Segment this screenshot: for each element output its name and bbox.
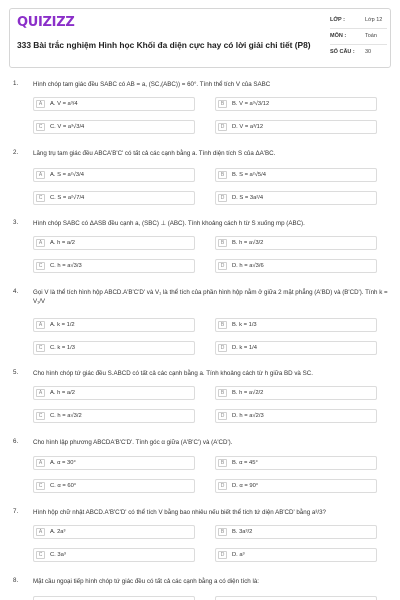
question-number: 6. [13,438,19,445]
option-letter: A [36,459,45,467]
question-number: 2. [13,149,19,156]
question-number: 4. [13,288,19,295]
option-a[interactable] [33,318,195,332]
option-letter: A [36,100,45,108]
option-d[interactable] [215,191,377,205]
option-text: B. S = a²√5/4 [232,172,266,178]
option-d[interactable] [215,259,377,273]
option-text: D. h = a√3/6 [232,263,264,269]
option-text: D. S = 3a²/4 [232,195,264,201]
option-letter: C [36,194,45,202]
question-number: 1. [13,80,19,87]
option-text: B. α = 45° [232,460,258,466]
option-letter: A [36,389,45,397]
option-c[interactable] [33,409,195,423]
meta-divider [330,28,387,29]
option-letter: D [218,123,227,131]
option-letter: B [218,459,227,467]
option-a[interactable] [33,525,195,539]
option-c[interactable] [33,479,195,493]
option-b[interactable] [215,318,377,332]
question-text: Hình chóp SABC có ΔASB đều cạnh a, (SBC) ⊥ (ABC). Tính khoảng cách h từ S xuống mp (ABC). [33,220,305,227]
option-text: B. h = a√2/2 [232,390,264,396]
option-c[interactable] [33,341,195,355]
option-d[interactable] [215,341,377,355]
question-text: Mặt cầu ngoại tiếp hình chóp tứ giác đều có tất cả các cạnh bằng a có diện tích là: [33,578,260,585]
option-d[interactable] [215,479,377,493]
option-letter: C [36,482,45,490]
option-text: A. k = 1/2 [50,322,75,328]
option-text: C. h = a√3/2 [50,413,82,419]
option-letter: D [218,551,227,559]
option-letter: B [218,321,227,329]
option-c[interactable] [33,259,195,273]
meta-label-count: SỐ CÂU : [330,49,355,55]
option-b[interactable] [215,386,377,400]
question-number: 3. [13,219,19,226]
option-letter: B [218,528,227,536]
document-header [9,8,391,68]
option-b[interactable] [215,596,377,600]
option-letter: B [218,100,227,108]
option-b[interactable] [215,456,377,470]
option-letter: A [36,239,45,247]
option-b[interactable] [215,236,377,250]
option-c[interactable] [33,548,195,562]
option-letter: C [36,262,45,270]
option-text: C. α = 60° [50,483,77,489]
option-text: A. 2a³ [50,529,66,535]
option-a[interactable] [33,386,195,400]
option-letter: B [218,389,227,397]
option-text: C. S = a²√7/4 [50,195,85,201]
question-text: Cho hình chóp tứ giác đều S.ABCD có tất cả các cạnh bằng a. Tính khoảng cách từ h giữa BD và SC. [33,370,313,377]
option-a[interactable] [33,596,195,600]
option-letter: B [218,171,227,179]
option-text: D. a³ [232,552,245,558]
option-letter: A [36,321,45,329]
option-text: A. h = a/2 [50,390,75,396]
option-b[interactable] [215,525,377,539]
option-letter: D [218,412,227,420]
meta-label-class: LỚP : [330,17,345,23]
meta-label-subject: MÔN : [330,33,347,39]
option-a[interactable] [33,236,195,250]
option-text: B. 3a³/2 [232,529,253,535]
option-text: A. V = a³/4 [50,101,78,107]
option-letter: C [36,123,45,131]
option-letter: C [36,412,45,420]
meta-value-subject: Toán [365,33,377,39]
option-letter: A [36,528,45,536]
question-text: Hình chóp tam giác đều SABC có AB = a, (SC,(ABC)) = 60°. Tính thể tích V của SABC [33,81,271,88]
option-text: D. k = 1/4 [232,345,257,351]
option-text: A. α = 30° [50,460,76,466]
option-text: C. 3a³ [50,552,66,558]
option-d[interactable] [215,409,377,423]
option-text: D. h = a√2/3 [232,413,264,419]
option-c[interactable] [33,191,195,205]
option-a[interactable] [33,97,195,111]
option-letter: C [36,344,45,352]
meta-value-class: Lớp 12 [365,17,383,23]
question-number: 7. [13,508,19,515]
option-text: C. k = 1/3 [50,345,75,351]
option-d[interactable] [215,120,377,134]
option-letter: B [218,239,227,247]
option-text: B. k = 1/3 [232,322,257,328]
option-text: D. α = 90° [232,483,259,489]
option-b[interactable] [215,168,377,182]
option-c[interactable] [33,120,195,134]
option-text: D. V = a³/12 [232,124,264,130]
option-b[interactable] [215,97,377,111]
quizizz-logo: QUIZIZZ [17,15,75,30]
meta-divider [330,44,387,45]
option-letter: D [218,194,227,202]
option-a[interactable] [33,456,195,470]
question-text: Gọi V là thể tích hình hộp ABCD.A'B'C'D' và V₁ là thể tích của phần hình hộp nằm ở giữa 2 mặt phẳng (A'BD) và (B'CD'). Tính k = V₁/V [33,289,388,305]
option-text: C. h = a√3/3 [50,263,82,269]
option-text: A. h = a/2 [50,240,75,246]
option-text: A. S = a²√3/4 [50,172,84,178]
option-text: C. V = a³√3/4 [50,124,85,130]
option-a[interactable] [33,168,195,182]
option-letter: D [218,344,227,352]
question-text: Lăng trụ tam giác đều ABCA'B'C' có tất cả các cạnh bằng a. Tính diện tích S của ΔA'BC. [33,150,276,157]
question-text: Hình hộp chữ nhật ABCD.A'B'C'D' có thể tích V bằng bao nhiêu nếu biết thể tích tứ diện AB'CD' bằng a³/3? [33,509,326,516]
question-number: 5. [13,369,19,376]
meta-value-count: 30 [365,49,372,55]
question-number: 8. [13,577,19,584]
option-letter: A [36,171,45,179]
option-text: B. V = a³√3/12 [232,101,270,107]
question-text: Cho hình lập phương ABCDA'B'C'D'. Tính góc α giữa (A'B'C') và (A'CD'). [33,439,233,446]
option-letter: D [218,482,227,490]
option-letter: D [218,262,227,270]
option-letter: C [36,551,45,559]
document-title: 333 Bài trắc nghiệm Hình học Khối đa diện cực hay có lời giải chi tiết (P8) [17,40,311,50]
option-d[interactable] [215,548,377,562]
option-text: B. h = a√3/2 [232,240,264,246]
